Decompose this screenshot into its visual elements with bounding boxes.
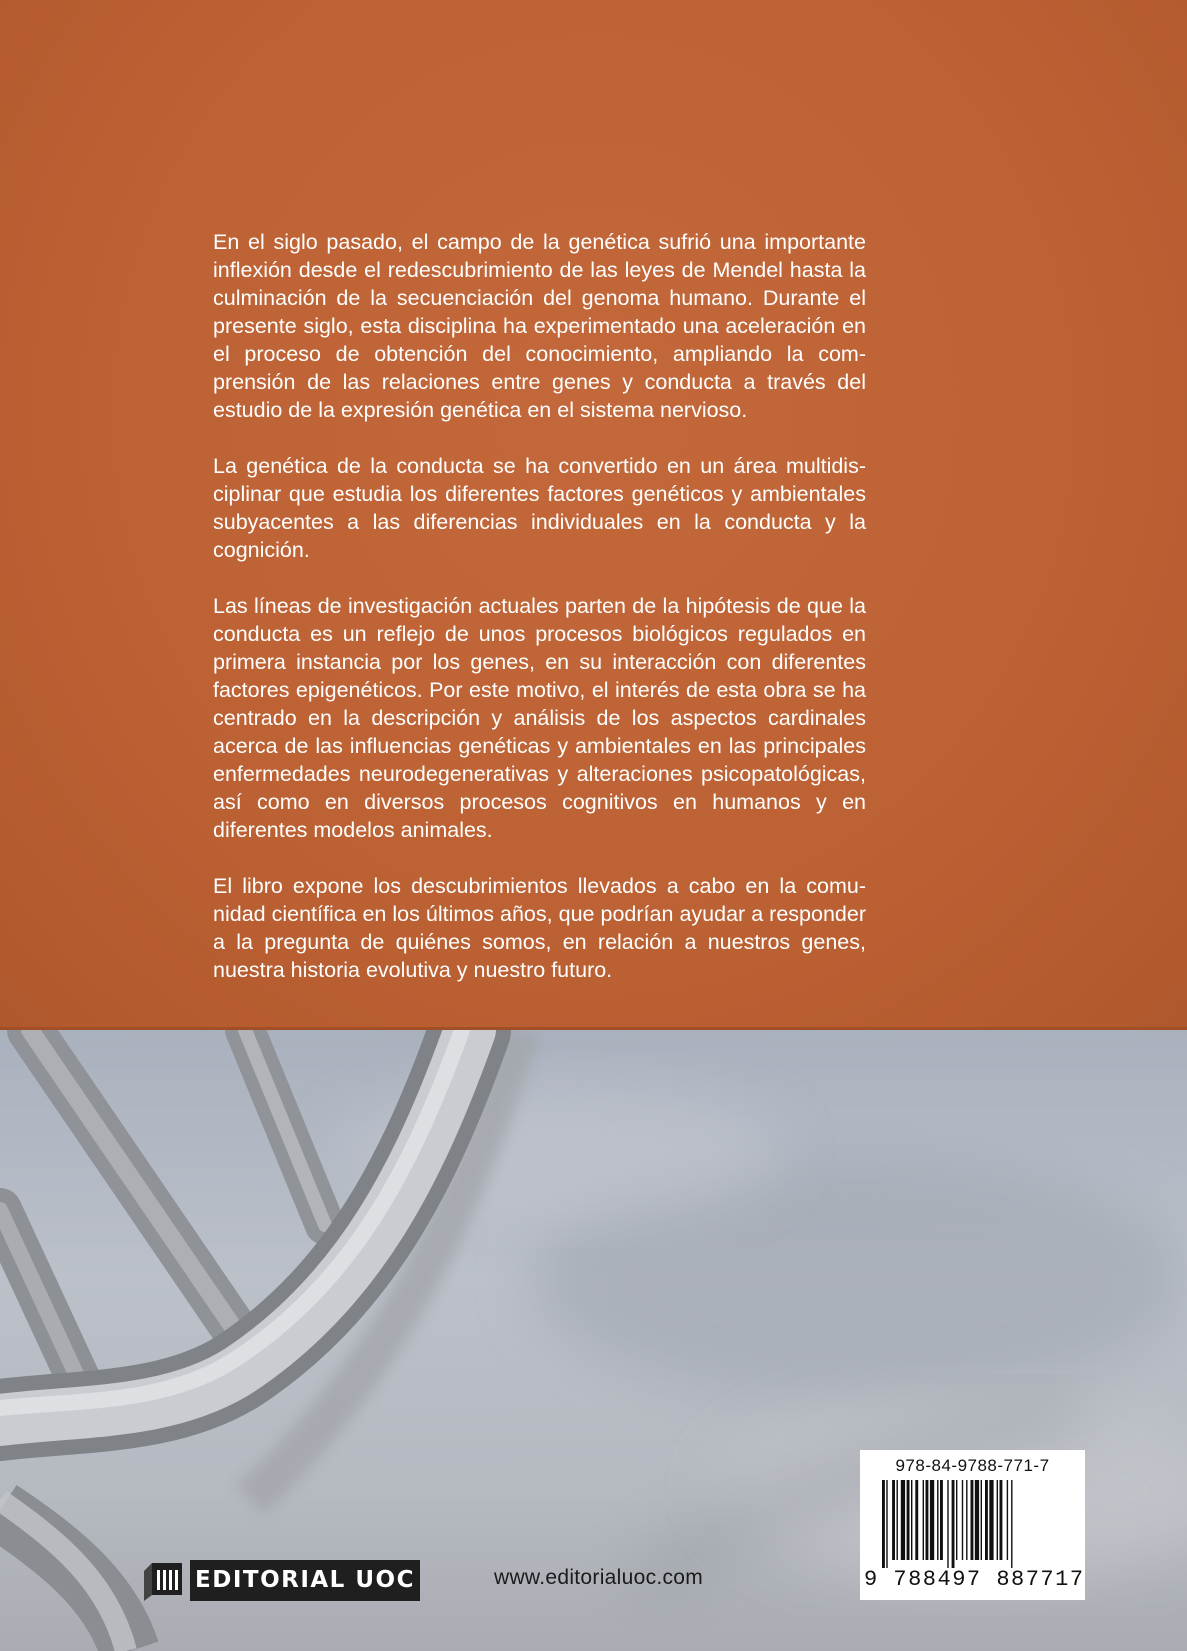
barcode-bar bbox=[989, 1480, 993, 1560]
barcode-bar bbox=[882, 1480, 885, 1568]
blurb-paragraph-2: La genética de la conducta se ha convertido en un área multidisciplinar que estudia los diferentes factores genéticos y ambientales subyacentes a las diferencias individuales en la conducta y la cognición. bbox=[213, 454, 866, 562]
barcode-bar bbox=[930, 1480, 934, 1560]
isbn-number: 978-84-9788-771-7 bbox=[895, 1456, 1050, 1475]
barcode-bar bbox=[971, 1480, 974, 1560]
barcode-bar bbox=[1011, 1480, 1012, 1568]
cover-blurb bbox=[213, 228, 866, 1012]
blurb-paragraph-1: En el siglo pasado, el campo de la genética sufrió una importante inflexión desde el redescubrimiento de las leyes de Mendel hasta la culminación de la secuenciación del genoma humano. Durante el presente siglo, esta disciplina ha experimentado una aceleración en el proceso de obtención del conocimiento, ampliando la comprensión de las relaciones entre genes y conducta a través del estudio de la expresión genética en el sistema nervioso. bbox=[213, 230, 866, 422]
barcode-bar bbox=[952, 1480, 955, 1568]
publisher-website: www.editorialuoc.com bbox=[494, 1566, 704, 1589]
barcode-bar bbox=[956, 1480, 957, 1560]
barcode-bar bbox=[897, 1480, 898, 1560]
blurb-paragraph-3: Las líneas de investigación actuales parten de la hipótesis de que la conducta es un reflejo de unos procesos biológicos regulados en primera instancia por los genes, en su interacción con diferentes factores epigenéticos. Por este motivo, el interés de esta obra se ha centrado en la descripción y análisis de los aspectos cardinales acerca de las influencias genéticas y ambientales en las principales enfermedades neurodegenerativas y alteraciones psicopatológicas, así como en diversos procesos cognitivos en humanos y en diferentes modelos animales. bbox=[213, 594, 866, 842]
isbn-barcode bbox=[860, 1450, 1085, 1600]
barcode-bar bbox=[915, 1480, 918, 1560]
barcode-bar bbox=[981, 1480, 982, 1560]
barcode-bar bbox=[997, 1480, 998, 1560]
barcode-bar bbox=[907, 1480, 910, 1560]
barcode-bar bbox=[926, 1480, 929, 1560]
barcode-bar bbox=[1000, 1480, 1003, 1560]
barcode-bar bbox=[966, 1480, 967, 1560]
publisher-logo-icon bbox=[142, 1561, 184, 1603]
barcode-bar bbox=[962, 1480, 963, 1560]
barcode-bar bbox=[886, 1480, 887, 1568]
barcode-bar bbox=[911, 1480, 912, 1560]
barcode-bar bbox=[1007, 1480, 1008, 1560]
barcode-bar bbox=[947, 1480, 948, 1568]
barcode-bar bbox=[892, 1480, 895, 1560]
barcode-bar bbox=[901, 1480, 905, 1560]
barcode-bar bbox=[975, 1480, 979, 1560]
barcode-bar bbox=[937, 1480, 938, 1560]
blurb-paragraph-4: El libro expone los descubrimientos llevados a cabo en la comunidad científica en los últimos años, que podrían ayudar a responder a la pregunta de quiénes somos, en relación a nuestros genes, nuestra historia evolutiva y nuestro futuro. bbox=[213, 874, 866, 982]
barcode-bars bbox=[882, 1480, 1072, 1568]
barcode-bar bbox=[985, 1480, 988, 1560]
barcode-bar bbox=[923, 1480, 924, 1560]
barcode-bar bbox=[940, 1480, 943, 1560]
publisher-name: EDITORIAL UOC bbox=[190, 1560, 420, 1601]
barcode-digits: 9 788497 887717 bbox=[864, 1567, 1085, 1592]
